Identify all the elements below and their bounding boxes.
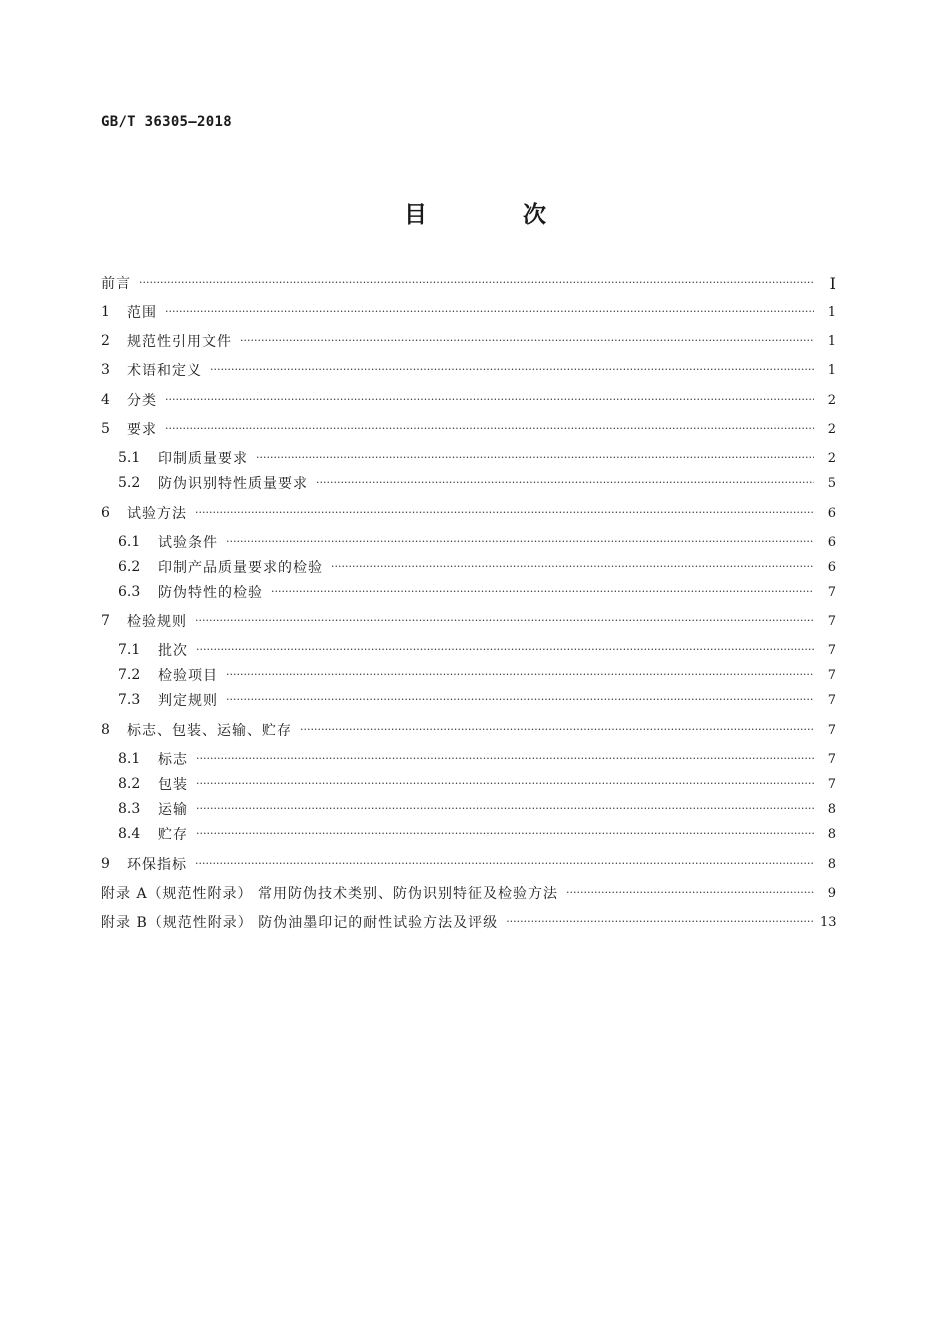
- toc-entry-title: 环保指标: [127, 857, 187, 873]
- toc-dot-leader: [271, 579, 814, 605]
- toc-dot-leader: [331, 554, 814, 580]
- toc-entry[interactable]: [101, 500, 836, 526]
- toc-entry[interactable]: [118, 687, 836, 713]
- toc-entry-page-number: 7: [827, 642, 836, 658]
- toc-entry-title: 运输: [158, 802, 188, 818]
- toc-entry[interactable]: [118, 470, 836, 496]
- toc-entry-title: 附录 A（规范性附录） 常用防伪技术类别、防伪识别特征及检验方法: [101, 886, 559, 902]
- toc-entry-page-number: 7: [827, 692, 836, 708]
- toc-dot-leader: [316, 470, 814, 496]
- toc-entry-number: 5.2: [118, 475, 141, 491]
- toc-entry-page-number: 6: [827, 505, 836, 521]
- toc-dot-leader: [226, 662, 814, 688]
- toc-entry[interactable]: [101, 851, 836, 877]
- toc-entry-page-number: 8: [827, 826, 836, 842]
- toc-dot-leader: [195, 500, 814, 526]
- toc-dot-leader: [165, 387, 814, 413]
- toc-entry-number: 3: [101, 362, 110, 378]
- toc-entry-page-number: 7: [827, 722, 836, 738]
- toc-entry[interactable]: [118, 554, 836, 580]
- toc-entry[interactable]: [101, 387, 836, 413]
- toc-dot-leader: [566, 880, 814, 906]
- toc-entry-title: 防伪特性的检验: [158, 585, 263, 601]
- toc-entry[interactable]: [118, 746, 836, 772]
- toc-entry-title: 包装: [158, 777, 188, 793]
- toc-entry-number: 6.3: [118, 584, 141, 600]
- toc-entry-title: 要求: [127, 422, 157, 438]
- toc-entry-page-number: 2: [827, 421, 836, 437]
- toc-entry-page-number: 13: [820, 914, 837, 930]
- toc-entry[interactable]: [118, 662, 836, 688]
- toc-entry[interactable]: [118, 579, 836, 605]
- toc-entry-page-number: 2: [827, 392, 836, 408]
- toc-entry-title: 印制质量要求: [158, 451, 248, 467]
- toc-entry-number: 5: [101, 421, 110, 437]
- toc-entry-title: 检验规则: [127, 614, 187, 630]
- toc-dot-leader: [506, 909, 814, 935]
- toc-entry-number: 6.1: [118, 534, 141, 550]
- toc-entry-page-number: 1: [827, 304, 836, 320]
- toc-entry[interactable]: [101, 416, 836, 442]
- toc-entry[interactable]: [101, 608, 836, 634]
- toc-entry-page-number: 7: [827, 751, 836, 767]
- toc-entry[interactable]: [101, 328, 836, 354]
- toc-entry[interactable]: [118, 821, 836, 847]
- toc-entry-page-number: 6: [827, 559, 836, 575]
- toc-entry-number: 7.3: [118, 692, 141, 708]
- toc-entry[interactable]: [101, 880, 836, 906]
- toc-entry-title: 防伪识别特性质量要求: [158, 476, 308, 492]
- toc-dot-leader: [196, 796, 814, 822]
- toc-entry-number: 8.2: [118, 776, 141, 792]
- toc-entry-number: 8.3: [118, 801, 141, 817]
- toc-entry-title: 批次: [158, 643, 188, 659]
- toc-entry-number: 9: [101, 856, 110, 872]
- toc-entry-number: 7.2: [118, 667, 141, 683]
- toc-entry-number: 2: [101, 333, 110, 349]
- toc-entry[interactable]: [118, 529, 836, 555]
- toc-entry-title: 试验条件: [158, 535, 218, 551]
- page-title: 目 次: [403, 202, 590, 228]
- toc-entry[interactable]: [118, 771, 836, 797]
- toc-dot-leader: [196, 771, 814, 797]
- toc-dot-leader: [256, 445, 814, 471]
- toc-entry[interactable]: [101, 270, 836, 296]
- toc-entry-page-number: 8: [827, 801, 836, 817]
- toc-entry-title: 检验项目: [158, 668, 218, 684]
- toc-entry-page-number: 6: [827, 534, 836, 550]
- toc-dot-leader: [226, 529, 814, 555]
- toc-entry-number: 4: [101, 392, 110, 408]
- toc-entry-number: 7: [101, 613, 110, 629]
- toc-entry-page-number: 1: [827, 333, 836, 349]
- toc-entry-title: 分类: [127, 393, 157, 409]
- toc-dot-leader: [210, 357, 814, 383]
- toc-dot-leader: [139, 270, 814, 296]
- toc-dot-leader: [195, 851, 814, 877]
- toc-entry-page-number: 7: [827, 776, 836, 792]
- toc-dot-leader: [196, 746, 814, 772]
- toc-entry-title: 规范性引用文件: [127, 334, 232, 350]
- toc-entry-number: 8.4: [118, 826, 141, 842]
- toc-dot-leader: [165, 416, 814, 442]
- toc-entry-title: 标志、包装、运输、贮存: [127, 723, 292, 739]
- toc-dot-leader: [226, 687, 814, 713]
- toc-dot-leader: [240, 328, 814, 354]
- toc-entry-page-number: 1: [827, 362, 836, 378]
- toc-entry[interactable]: [118, 637, 836, 663]
- toc-entry-number: 1: [101, 304, 110, 320]
- toc-entry-page-number: 9: [827, 885, 836, 901]
- toc-entry[interactable]: [101, 357, 836, 383]
- toc-entry-number: 6: [101, 505, 110, 521]
- toc-entry-title: 贮存: [158, 827, 188, 843]
- toc-entry[interactable]: [118, 796, 836, 822]
- toc-entry-number: 6.2: [118, 559, 141, 575]
- toc-entry-page-number: 7: [827, 667, 836, 683]
- toc-entry-title: 印制产品质量要求的检验: [158, 560, 323, 576]
- toc-entry-title: 附录 B（规范性附录） 防伪油墨印记的耐性试验方法及评级: [101, 915, 499, 931]
- toc-entry-number: 8: [101, 722, 110, 738]
- toc-entry-title: 范围: [127, 305, 157, 321]
- toc-entry-title: 标志: [158, 752, 188, 768]
- toc-entry[interactable]: [101, 299, 836, 325]
- toc-entry-title: 判定规则: [158, 693, 218, 709]
- toc-dot-leader: [300, 717, 814, 743]
- standard-code: GB/T 36305—2018: [101, 114, 232, 130]
- toc-entry-page-number: 7: [827, 584, 836, 600]
- toc-dot-leader: [195, 608, 814, 634]
- toc-dot-leader: [196, 637, 814, 663]
- toc-dot-leader: [196, 821, 814, 847]
- toc-entry-title: 试验方法: [127, 506, 187, 522]
- toc-entry-title: 前言: [101, 276, 131, 292]
- toc-entry-page-number: 8: [827, 856, 836, 872]
- toc-entry-number: 5.1: [118, 450, 141, 466]
- toc-entry-number: 7.1: [118, 642, 141, 658]
- toc-dot-leader: [165, 299, 814, 325]
- toc-entry-page-number: 5: [827, 475, 836, 491]
- toc-entry[interactable]: [101, 909, 836, 935]
- toc-entry-number: 8.1: [118, 751, 141, 767]
- toc-entry-page-number: I: [829, 273, 836, 293]
- toc-entry-page-number: 2: [827, 450, 836, 466]
- toc-entry[interactable]: [118, 445, 836, 471]
- toc-entry-page-number: 7: [827, 613, 836, 629]
- toc-entry[interactable]: [101, 717, 836, 743]
- toc-entry-title: 术语和定义: [127, 363, 202, 379]
